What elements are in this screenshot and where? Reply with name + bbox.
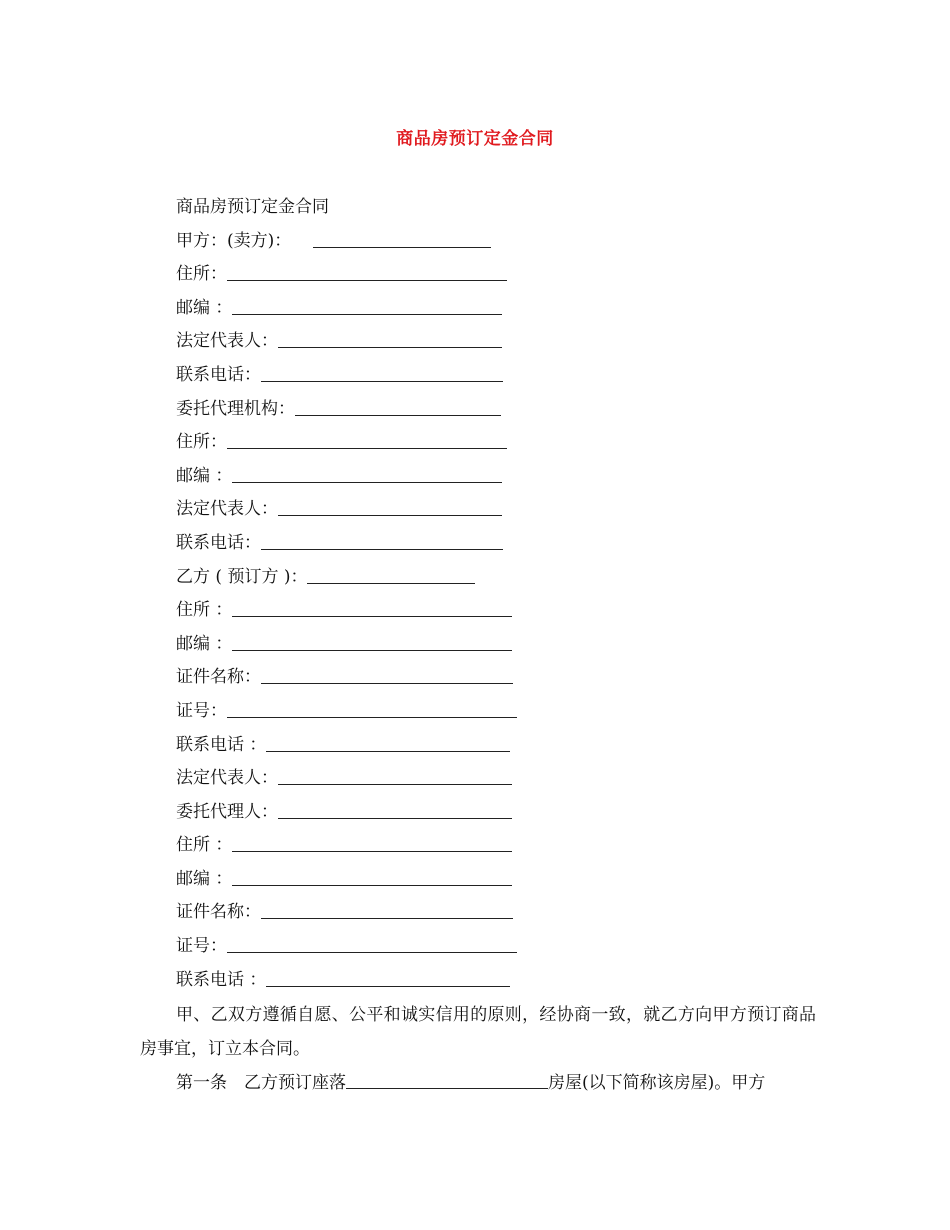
- field-label: 邮编 ：: [176, 465, 233, 486]
- field-label: 联系电话 ：: [176, 734, 267, 755]
- seller-legal-rep-blank[interactable]: [278, 331, 502, 348]
- page-title: 商品房预订定金合同: [396, 129, 554, 149]
- buyer-legal-rep-blank[interactable]: [278, 768, 512, 785]
- seller-heading-line: [140, 225, 816, 259]
- buyer-name-blank[interactable]: [307, 567, 475, 584]
- agent-phone-line: [140, 527, 816, 561]
- agent-phone-blank[interactable]: [261, 533, 503, 550]
- seller-postcode-line: [140, 292, 816, 326]
- agent-name-blank[interactable]: [295, 399, 501, 416]
- buyer-agent-address-line: [140, 829, 816, 863]
- buyer-agent-phone-blank[interactable]: [266, 970, 510, 987]
- seller-phone-line: [140, 359, 816, 393]
- field-label: 证件名称：: [176, 667, 261, 688]
- field-label: 联系电话 ：: [176, 969, 267, 990]
- seller-heading: 甲方：(卖方)：: [176, 230, 292, 251]
- field-label: 住所 ：: [176, 835, 233, 856]
- field-label: 联系电话：: [176, 364, 261, 385]
- field-label: 住所 ：: [176, 600, 233, 621]
- article-1-label: 第一条: [176, 1073, 227, 1094]
- agent-legal-rep-line: [140, 493, 816, 527]
- seller-name-blank[interactable]: [313, 231, 491, 248]
- agent-postcode-line: [140, 460, 816, 494]
- agent-address-line: [140, 426, 816, 460]
- buyer-heading-line: [140, 561, 816, 595]
- buyer-heading: 乙方 ( 预订方 )：: [176, 566, 308, 587]
- buyer-agent-id-type-line: [140, 896, 816, 930]
- buyer-postcode-blank[interactable]: [232, 634, 512, 651]
- buyer-address-blank[interactable]: [232, 600, 512, 617]
- field-label: 法定代表人：: [176, 331, 278, 352]
- subtitle: 商品房预订定金合同: [176, 197, 329, 217]
- seller-postcode-blank[interactable]: [232, 298, 502, 315]
- property-location-blank[interactable]: [346, 1072, 548, 1089]
- article-1-paragraph: [140, 1066, 816, 1100]
- buyer-agent-address-blank[interactable]: [232, 835, 512, 852]
- agent-address-blank[interactable]: [227, 432, 507, 449]
- buyer-agent-heading-line: [140, 796, 816, 830]
- agent-heading: 委托代理机构：: [176, 398, 295, 419]
- field-label: 证件名称：: [176, 902, 261, 923]
- buyer-id-number-line: [140, 695, 816, 729]
- field-label: 住所：: [176, 432, 227, 453]
- buyer-id-number-blank[interactable]: [227, 701, 517, 718]
- buyer-postcode-line: [140, 628, 816, 662]
- buyer-agent-postcode-blank[interactable]: [232, 869, 512, 886]
- buyer-id-type-blank[interactable]: [261, 667, 513, 684]
- buyer-agent-id-number-line: [140, 930, 816, 964]
- buyer-agent-heading: 委托代理人：: [176, 801, 278, 822]
- agent-heading-line: [140, 393, 816, 427]
- contract-body: [140, 191, 816, 1100]
- field-label: 邮编 ：: [176, 297, 233, 318]
- agent-legal-rep-blank[interactable]: [278, 499, 502, 516]
- buyer-agent-name-blank[interactable]: [278, 802, 512, 819]
- preamble-paragraph: 甲、乙双方遵循自愿、公平和诚实信用的原则，经协商一致，就乙方向甲方预订商品房事宜，订立本合同。: [140, 1005, 816, 1060]
- field-label: 住所：: [176, 264, 227, 285]
- buyer-legal-rep-line: [140, 762, 816, 796]
- field-label: 法定代表人：: [176, 768, 278, 789]
- field-label: 证号：: [176, 700, 227, 721]
- seller-legal-rep-line: [140, 325, 816, 359]
- buyer-agent-id-type-blank[interactable]: [261, 902, 513, 919]
- seller-address-line: [140, 258, 816, 292]
- buyer-agent-postcode-line: [140, 863, 816, 897]
- field-label: 邮编 ：: [176, 633, 233, 654]
- field-label: 邮编 ：: [176, 868, 233, 889]
- seller-phone-blank[interactable]: [261, 365, 503, 382]
- buyer-agent-phone-line: [140, 964, 816, 998]
- buyer-address-line: [140, 594, 816, 628]
- article-1-text-after: 房屋(以下简称该房屋)。甲方: [548, 1073, 766, 1094]
- agent-postcode-blank[interactable]: [232, 466, 502, 483]
- field-label: 联系电话：: [176, 532, 261, 553]
- buyer-phone-line: [140, 729, 816, 763]
- article-1-text-before: 乙方预订座落: [244, 1073, 346, 1094]
- field-label: 证号：: [176, 936, 227, 957]
- subtitle-line: [140, 191, 816, 225]
- buyer-agent-id-number-blank[interactable]: [227, 936, 517, 953]
- buyer-phone-blank[interactable]: [266, 735, 510, 752]
- buyer-id-type-line: [140, 661, 816, 695]
- field-label: 法定代表人：: [176, 499, 278, 520]
- seller-address-blank[interactable]: [227, 264, 507, 281]
